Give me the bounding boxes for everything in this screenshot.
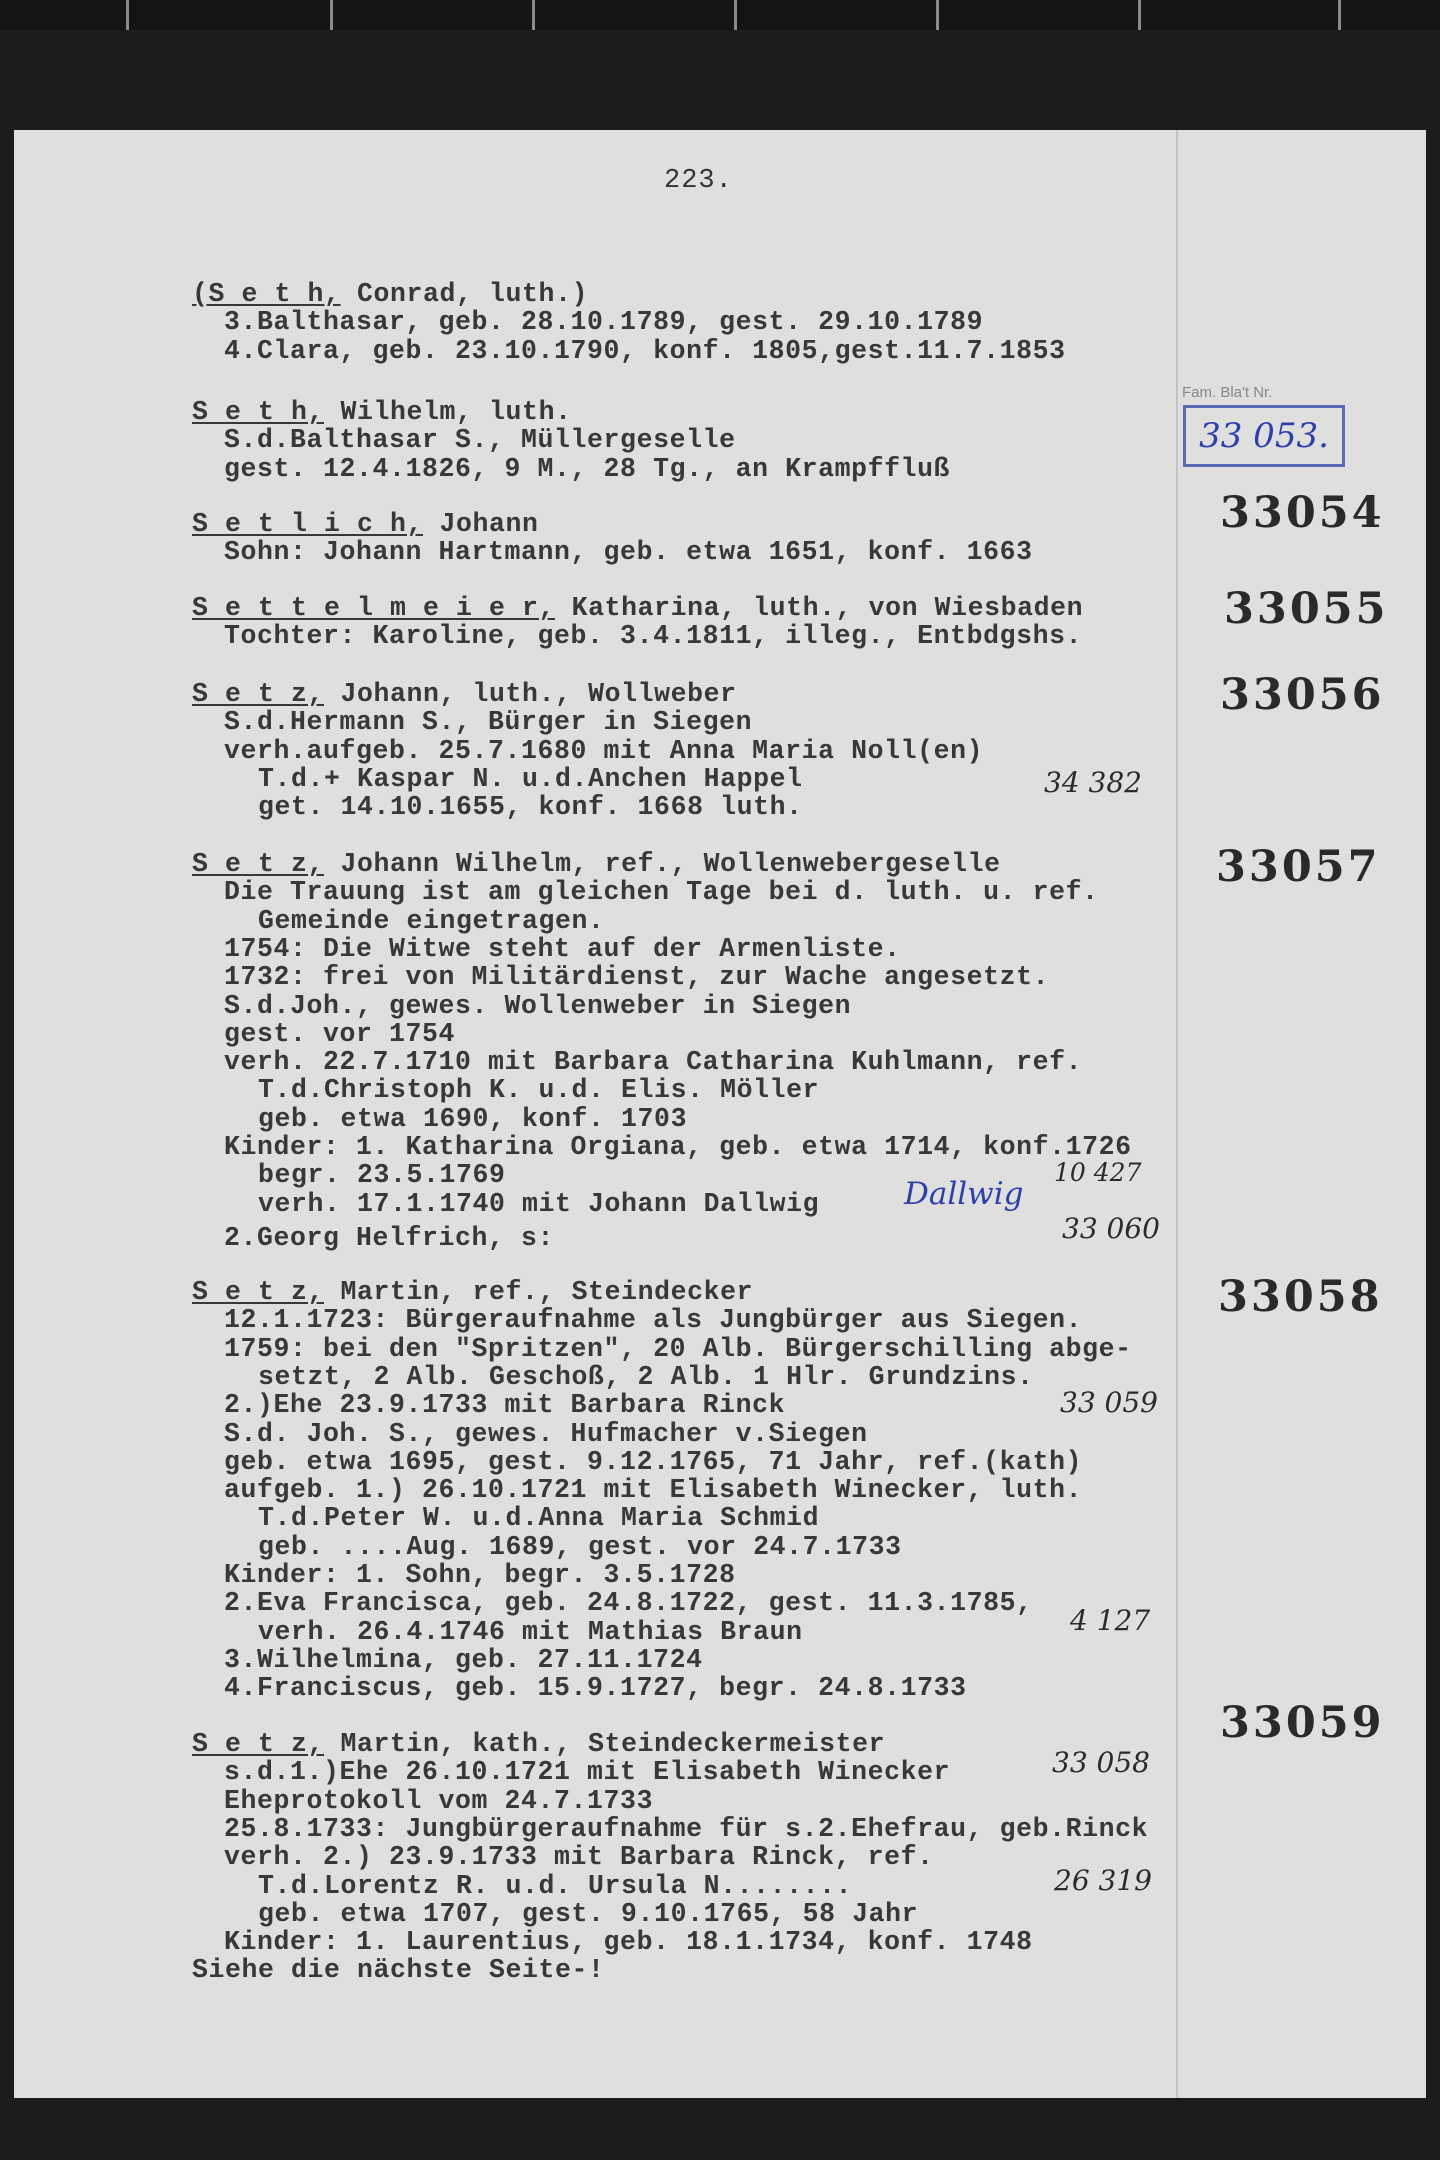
entry-text: begr. 23.5.1769 [258, 1160, 506, 1191]
entry-line [224, 1020, 455, 1048]
entry-line [224, 1815, 1148, 1843]
entry-line [258, 1363, 1034, 1391]
entry-text: S.d.Hermann S., Bürger in Siegen [224, 707, 753, 738]
entry-text: verh. 2.) 23.9.1733 mit Barbara Rinck, ref. [224, 1842, 934, 1873]
scanner-top-strip [0, 0, 1440, 30]
entry-text: Wilhelm, luth. [324, 397, 572, 427]
entry-text: 12.1.1723: Bürgeraufnahme als Jungbürger aus Siegen. [224, 1305, 1083, 1336]
entry-line [224, 1224, 554, 1252]
entry-text: geb. ....Aug. 1689, gest. vor 24.7.1733 [258, 1531, 902, 1562]
entry-line [258, 1076, 819, 1104]
entry-line [224, 455, 950, 483]
fam-blatt-number: 33 053. [1199, 416, 1329, 456]
handwritten-note: 33 058 [1052, 1746, 1150, 1779]
surname: S e t z, [192, 1277, 325, 1307]
entry-text: 1754: Die Witwe steht auf der Armenliste. [224, 933, 901, 964]
surname: S e t z, [192, 679, 325, 709]
family-number: 33058 [1218, 1272, 1383, 1322]
handwritten-note: 33 060 [1062, 1212, 1160, 1245]
entry-line [224, 963, 1049, 991]
entry-line [224, 1335, 1132, 1363]
entry-line [224, 878, 1099, 906]
entry-text: Johann Wilhelm, ref., Wollenwebergeselle [324, 849, 1001, 879]
entry-line [224, 1420, 868, 1448]
entry-line [224, 538, 1033, 566]
surname: S e t h, [192, 397, 325, 427]
family-number: 33057 [1216, 842, 1381, 892]
entry-text: gest. 12.4.1826, 9 M., 28 Tg., an Krampffluß [224, 453, 951, 484]
entry-heading [192, 510, 539, 538]
entry-line [224, 1561, 736, 1589]
entry-text: Gemeinde eingetragen. [258, 905, 605, 936]
entry-line [224, 1589, 1033, 1617]
entry-line [224, 308, 983, 336]
entry-text: Johann, luth., Wollweber [324, 679, 737, 709]
entry-text: setzt, 2 Alb. Geschoß, 2 Alb. 1 Hlr. Grundzins. [258, 1361, 1034, 1392]
entry-line [258, 793, 803, 821]
entry-line [224, 1448, 1082, 1476]
entry-line [224, 1758, 950, 1786]
entry-text: Die Trauung ist am gleichen Tage bei d. luth. u. ref. [224, 877, 1099, 908]
entry-text: s.d.1.)Ehe 26.10.1721 mit Elisabeth Winecker [224, 1757, 951, 1788]
entry-text: S.d.Balthasar S., Müllergeselle [224, 425, 736, 456]
entry-line [258, 765, 803, 793]
ruler-tick [1338, 0, 1341, 30]
entry-text: Katharina, luth., von Wiesbaden [555, 593, 1084, 623]
entry-text: 4.Clara, geb. 23.10.1790, konf. 1805,gest.11.7.1853 [224, 335, 1066, 366]
entry-text: Conrad, luth.) [340, 279, 589, 309]
entry-line [258, 1872, 852, 1900]
family-number: 33054 [1220, 488, 1385, 538]
handwritten-note: 33 059 [1060, 1386, 1158, 1419]
handwritten-note: 34 382 [1044, 766, 1142, 799]
entry-line [258, 1618, 803, 1646]
entry-text: gest. vor 1754 [224, 1018, 456, 1049]
ruler-tick [734, 0, 737, 30]
entry-line [224, 622, 1082, 650]
family-number: 33056 [1220, 670, 1385, 720]
entry-line [258, 1190, 819, 1218]
page-number: 223. [664, 166, 733, 196]
entry-line [258, 1504, 819, 1532]
entry-text: verh. 26.4.1746 mit Mathias Braun [258, 1616, 803, 1647]
margin-line [1176, 130, 1178, 2098]
entry-line [224, 1646, 703, 1674]
entry-line [258, 1900, 918, 1928]
ruler-tick [330, 0, 333, 30]
entry-heading [192, 850, 1001, 878]
entry-line [258, 907, 605, 935]
entry-line [224, 1787, 653, 1815]
entry-text: Martin, ref., Steindecker [324, 1277, 754, 1307]
entry-text: get. 14.10.1655, konf. 1668 luth. [258, 792, 803, 823]
entry-line [192, 1956, 605, 1984]
entry-text: verh.aufgeb. 25.7.1680 mit Anna Maria Noll(en) [224, 735, 984, 766]
entry-text: 1759: bei den "Spritzen", 20 Alb. Bürgerschilling abge- [224, 1333, 1132, 1364]
entry-line [224, 1391, 785, 1419]
entry-text: T.d.Christoph K. u.d. Elis. Möller [258, 1075, 820, 1106]
entry-text: Martin, kath., Steindeckermeister [324, 1729, 886, 1759]
handwritten-note: 4 127 [1070, 1604, 1151, 1637]
entry-text: S.d. Joh. S., gewes. Hufmacher v.Siegen [224, 1418, 868, 1449]
entry-text: geb. etwa 1707, gest. 9.10.1765, 58 Jahr [258, 1898, 919, 1929]
entry-text: T.d.Lorentz R. u.d. Ursula N........ [258, 1870, 853, 1901]
entry-line [224, 1306, 1082, 1334]
ruler-tick [126, 0, 129, 30]
entry-heading [192, 1730, 885, 1758]
entry-text: Eheprotokoll vom 24.7.1733 [224, 1785, 654, 1816]
handwritten-note: 26 319 [1054, 1864, 1152, 1897]
entry-text: Siehe die nächste Seite-! [192, 1955, 605, 1986]
entry-line [224, 1674, 967, 1702]
ruler-tick [1138, 0, 1141, 30]
surname: S e t z, [192, 1729, 325, 1759]
entry-text: aufgeb. 1.) 26.10.1721 mit Elisabeth Winecker, luth. [224, 1475, 1083, 1506]
entry-text: Kinder: 1. Sohn, begr. 3.5.1728 [224, 1560, 736, 1590]
handwritten-note: 10 427 [1054, 1158, 1142, 1187]
index-card [14, 130, 1426, 2098]
entry-line [224, 708, 752, 736]
entry-text: 25.8.1733: Jungbürgeraufnahme für s.2.Ehefrau, geb.Rinck [224, 1813, 1149, 1844]
surname: (S e t h, [192, 279, 341, 309]
entry-text: Tochter: Karoline, geb. 3.4.1811, illeg., Entbdgshs. [224, 621, 1083, 652]
entry-text: 1732: frei von Militärdienst, zur Wache angesetzt. [224, 962, 1050, 993]
entry-text: T.d.Peter W. u.d.Anna Maria Schmid [258, 1503, 820, 1534]
entry-text: 3.Wilhelmina, geb. 27.11.1724 [224, 1644, 703, 1675]
entry-heading [192, 280, 588, 308]
family-number: 33059 [1220, 1698, 1385, 1748]
entry-line [224, 935, 901, 963]
entry-text: Kinder: 1. Laurentius, geb. 18.1.1734, konf. 1748 [224, 1927, 1033, 1958]
entry-heading [192, 594, 1083, 622]
surname: S e t z, [192, 849, 325, 879]
entry-line [224, 737, 983, 765]
entry-line [258, 1533, 902, 1561]
entry-text: geb. etwa 1690, konf. 1703 [258, 1103, 688, 1134]
entry-text: 4.Franciscus, geb. 15.9.1727, begr. 24.8.1733 [224, 1673, 967, 1704]
entry-line [224, 992, 851, 1020]
entry-text: Johann [423, 509, 539, 539]
entry-line [224, 1048, 1082, 1076]
surname: S e t t e l m e i e r, [192, 593, 556, 623]
entry-line [258, 1105, 687, 1133]
entry-line [224, 1928, 1033, 1956]
entry-heading [192, 680, 737, 708]
entry-line [224, 337, 1066, 365]
entry-text: Sohn: Johann Hartmann, geb. etwa 1651, konf. 1663 [224, 537, 1033, 568]
ruler-tick [936, 0, 939, 30]
entry-line [224, 426, 736, 454]
entry-line [224, 1133, 1132, 1161]
surname: S e t l i c h, [192, 509, 424, 539]
entry-text: T.d.+ Kaspar N. u.d.Anchen Happel [258, 763, 803, 794]
handwritten-note: Dallwig [904, 1176, 1024, 1212]
entry-text: Kinder: 1. Katharina Orgiana, geb. etwa 1714, konf.1726 [224, 1132, 1132, 1162]
entry-text: 2.Eva Francisca, geb. 24.8.1722, gest. 11.3.1785, [224, 1588, 1033, 1619]
family-number: 33055 [1224, 584, 1389, 634]
ruler-tick [532, 0, 535, 30]
entry-text: verh. 17.1.1740 mit Johann Dallwig [258, 1188, 820, 1219]
entry-text: geb. etwa 1695, gest. 9.12.1765, 71 Jahr, ref.(kath) [224, 1446, 1083, 1477]
entry-heading [192, 398, 572, 426]
entry-heading [192, 1278, 753, 1306]
entry-line [258, 1161, 506, 1189]
entry-text: S.d.Joh., gewes. Wollenweber in Siegen [224, 990, 852, 1021]
entry-text: verh. 22.7.1710 mit Barbara Catharina Kuhlmann, ref. [224, 1047, 1083, 1078]
entry-text: 2.)Ehe 23.9.1733 mit Barbara Rinck [224, 1390, 786, 1421]
entry-text: 3.Balthasar, geb. 28.10.1789, gest. 29.10.1789 [224, 307, 984, 338]
entry-line [224, 1843, 934, 1871]
fam-blatt-stamp [1183, 405, 1345, 467]
fam-blatt-label: Fam. Bla't Nr. [1182, 384, 1273, 401]
entry-line [224, 1476, 1082, 1504]
entry-text: 2.Georg Helfrich, s: [224, 1222, 555, 1253]
